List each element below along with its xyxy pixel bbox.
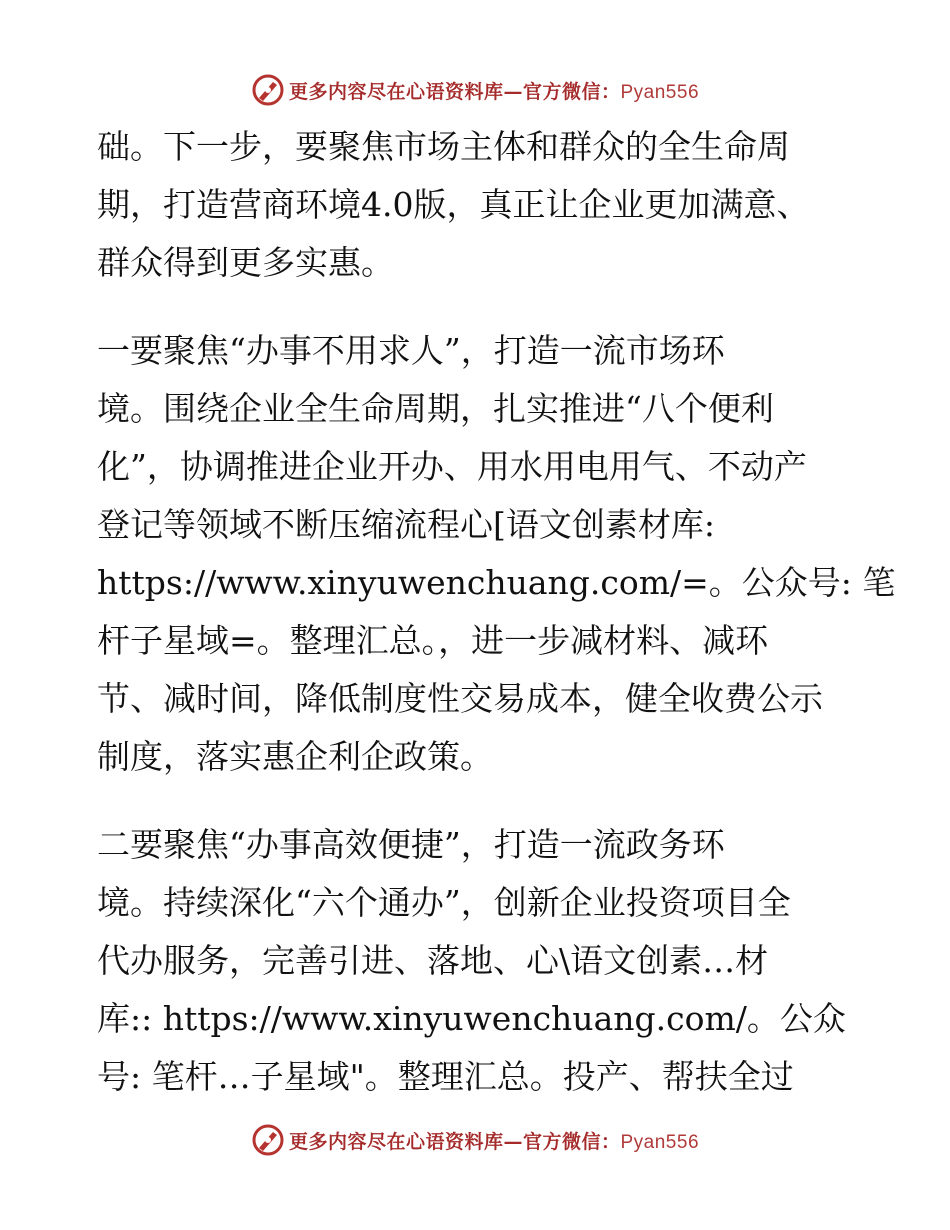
text-line: 杆子星域=。整理汇总。，进一步减材料、减环 bbox=[97, 621, 769, 660]
pen-logo-icon bbox=[251, 73, 285, 107]
header-banner-handle: Pyan556 bbox=[620, 81, 700, 103]
footer-banner-text bbox=[289, 1127, 699, 1154]
text-line: 制度，落实惠企利企政策。 bbox=[97, 737, 493, 776]
header-banner bbox=[0, 70, 950, 110]
text-line: 期，打造营商环境4.0版，真正让企业更加满意、 bbox=[97, 185, 810, 224]
text-line: 化”，协调推进企业开办、用水用电用气、不动产 bbox=[97, 447, 807, 486]
pen-logo-icon bbox=[251, 1123, 285, 1157]
paragraph-3 bbox=[97, 816, 867, 1106]
text-line: 础。下一步，要聚焦市场主体和群众的全生命周 bbox=[97, 127, 790, 166]
text-line: 一要聚焦“办事不用求人”，打造一流市场环 bbox=[97, 331, 725, 370]
text-line: 登记等领域不断压缩流程心[语文创素材库: bbox=[97, 505, 715, 544]
paragraph-2 bbox=[97, 322, 896, 786]
text-line: 库:: https://www.xinyuwenchuang.com/。公众 bbox=[97, 999, 846, 1038]
header-banner-text bbox=[289, 77, 699, 104]
header-banner-label: 更多内容尽在心语资料库—官方微信： bbox=[288, 80, 621, 103]
text-line: 境。围绕企业全生命周期，扎实推进“八个便利 bbox=[97, 389, 774, 428]
text-line: 代办服务，完善引进、落地、心\语文创素…材 bbox=[97, 941, 769, 980]
document-body bbox=[97, 118, 896, 1106]
text-line: https://www.xinyuwenchuang.com/=。公众号: 笔 bbox=[97, 563, 896, 602]
footer-banner-label: 更多内容尽在心语资料库—官方微信： bbox=[288, 1130, 621, 1153]
text-line: 节、减时间，降低制度性交易成本，健全收费公示 bbox=[97, 679, 823, 718]
footer-banner bbox=[0, 1120, 950, 1160]
footer-banner-handle: Pyan556 bbox=[620, 1131, 700, 1153]
text-line: 境。持续深化“六个通办”，创新企业投资项目全 bbox=[97, 883, 791, 922]
text-line: 二要聚焦“办事高效便捷”，打造一流政务环 bbox=[97, 825, 725, 864]
text-line: 群众得到更多实惠。 bbox=[97, 243, 394, 282]
paragraph-1 bbox=[97, 118, 867, 292]
text-line: 号: 笔杆…子星域"。整理汇总。投产、帮扶全过 bbox=[97, 1057, 794, 1096]
